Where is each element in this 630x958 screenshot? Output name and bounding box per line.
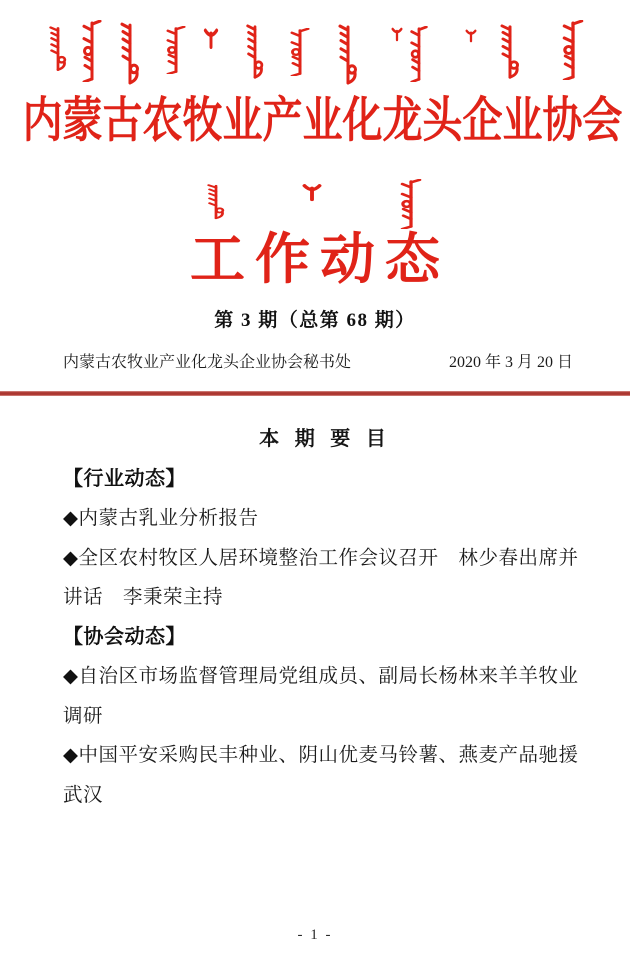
mongolian-script-icon [300,182,324,202]
section-label-industry: 【行业动态】 [63,467,186,490]
toc-heading: 本 期 要 目 [259,428,391,450]
toc-item [63,657,587,736]
bulletin-title: 工作动态 [189,229,450,290]
toc-item [63,539,587,618]
issue-line: 第 3 期（总第 68 期） [214,310,416,331]
toc-item [63,499,587,539]
issue-date: 2020 年 3 月 20 日 [448,354,573,371]
red-divider-rule [0,391,630,396]
diamond-bullet-icon: ◆ [63,547,79,569]
mongolian-script-icon [398,179,424,229]
toc-item-text: 中国平安采购民丰种业、阴山优麦马铃薯、燕麦产品驰援武汉 [63,745,579,806]
diamond-bullet-icon: ◆ [63,666,79,687]
toc-item [63,736,587,815]
toc-item-text: 全区农村牧区人居环境整治工作会议召开 林少春出席并讲话 李秉荣主持 [63,547,579,608]
diamond-bullet-icon: ◆ [63,508,79,529]
mongolian-script-mid-row [0,0,630,240]
mongolian-script-icon [205,184,227,220]
section-label-association: 【协会动态】 [63,625,186,648]
org-title-text: 内蒙古农牧业产业化龙头企业协会 [22,95,623,148]
publisher-row [63,350,573,376]
toc-item-text: 内蒙古乳业分析报告 [78,508,259,529]
page-number: - 1 - [297,927,333,943]
diamond-bullet-icon: ◆ [63,745,79,766]
publisher-name: 内蒙古农牧业产业化龙头企业协会秘书处 [63,354,352,371]
toc-item-text: 自治区市场监督管理局党组成员、副局长杨林来羊羊牧业调研 [63,666,579,727]
table-of-contents [63,420,587,815]
